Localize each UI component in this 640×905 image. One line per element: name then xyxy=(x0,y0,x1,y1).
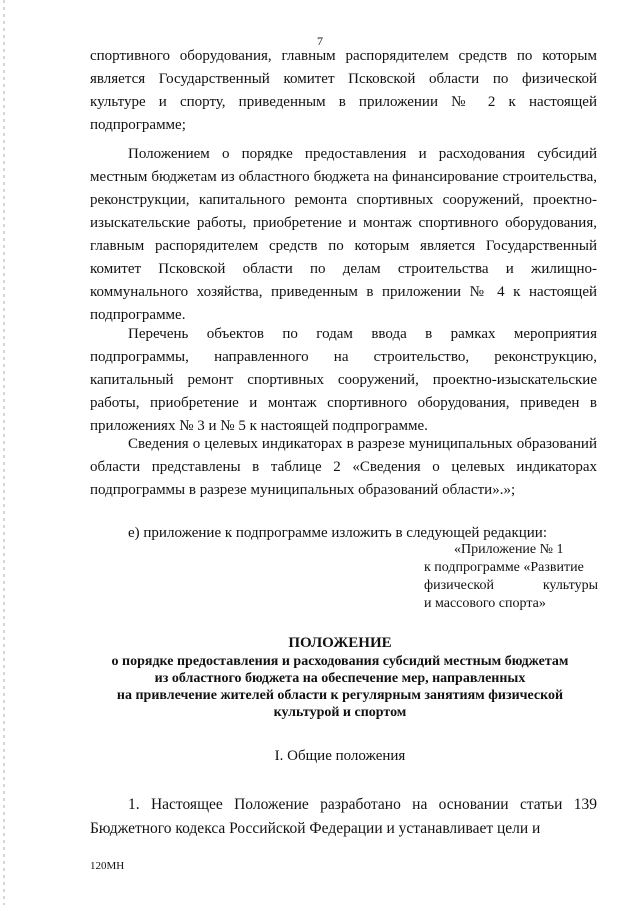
section-paragraph xyxy=(90,793,597,841)
paragraph-text: спортивного оборудования, главным распорядителем средств по которым является Государственный комитет Псковской области по физической культуре и спорту, приведенным в приложении № 2 к настоящей подпрограмме; xyxy=(90,48,597,133)
paragraph-text: е) приложение к подпрограмме изложить в следующей редакции: xyxy=(128,525,547,541)
paragraph-text: Сведения о целевых индикаторах в разрезе муниципальных образований области представлены в таблице 2 «Сведения о целевых индикаторах подпрограммы в разрезе муниципальных образований области».»; xyxy=(90,436,597,498)
appendix-line: и массового спорта» xyxy=(424,596,546,611)
appendix-line: к подпрограмме «Развитие xyxy=(424,560,584,575)
title-heading: ПОЛОЖЕНИЕ xyxy=(288,635,392,651)
appendix-word: физической xyxy=(424,578,494,593)
appendix-line: «Приложение № 1 xyxy=(454,542,564,557)
appendix-line xyxy=(424,577,598,595)
paragraph-continuation xyxy=(90,45,597,137)
paragraph-text: Положением о порядке предоставления и расходования субсидий местным бюджетам из областного бюджета на финансирование строительства, реконструкции, капитального ремонта спортивных сооружений, проектно-изыскательские работы, приобретение и монтаж спортивного оборудования, главным распорядителем средств по которым является Государственный комитет Псковской области по делам строительства и жилищно-коммунального хозяйства, приведенным в приложении № 4 к настоящей подпрограмме. xyxy=(90,146,597,323)
paragraph-objects-list xyxy=(90,323,597,438)
paragraph-text: 1. Настоящее Положение разработано на основании статьи 139 Бюджетного кодекса Российской Федерации и устанавливает цели и xyxy=(90,796,597,837)
appendix-reference xyxy=(424,541,598,613)
title-line: из областного бюджета на обеспечение мер, направленных xyxy=(154,671,526,686)
title-line: о порядке предоставления и расходования субсидий местным бюджетам xyxy=(111,654,569,669)
title-line: на привлечение жителей области к регулярным занятиям физической xyxy=(116,688,564,703)
regulation-title xyxy=(70,633,610,721)
title-line: культурой и спортом xyxy=(273,705,407,720)
page-number: 7 xyxy=(317,34,323,48)
scan-edge xyxy=(3,0,5,905)
appendix-word: культуры xyxy=(542,578,598,593)
paragraph-text: Перечень объектов по годам ввода в рамках мероприятия подпрограммы, направленного на строительство, реконструкцию, капитальный ремонт спортивных сооружений, проектно-изыскательские работы, приобретение и монтаж спортивного оборудования, приведен в приложениях № 3 и № 5 к настоящей подпрограмме. xyxy=(90,326,597,434)
footer-code: 120МН xyxy=(90,860,125,872)
section-heading: I. Общие положения xyxy=(274,748,406,764)
paragraph-indicators xyxy=(90,433,597,502)
paragraph-provision xyxy=(90,143,597,327)
